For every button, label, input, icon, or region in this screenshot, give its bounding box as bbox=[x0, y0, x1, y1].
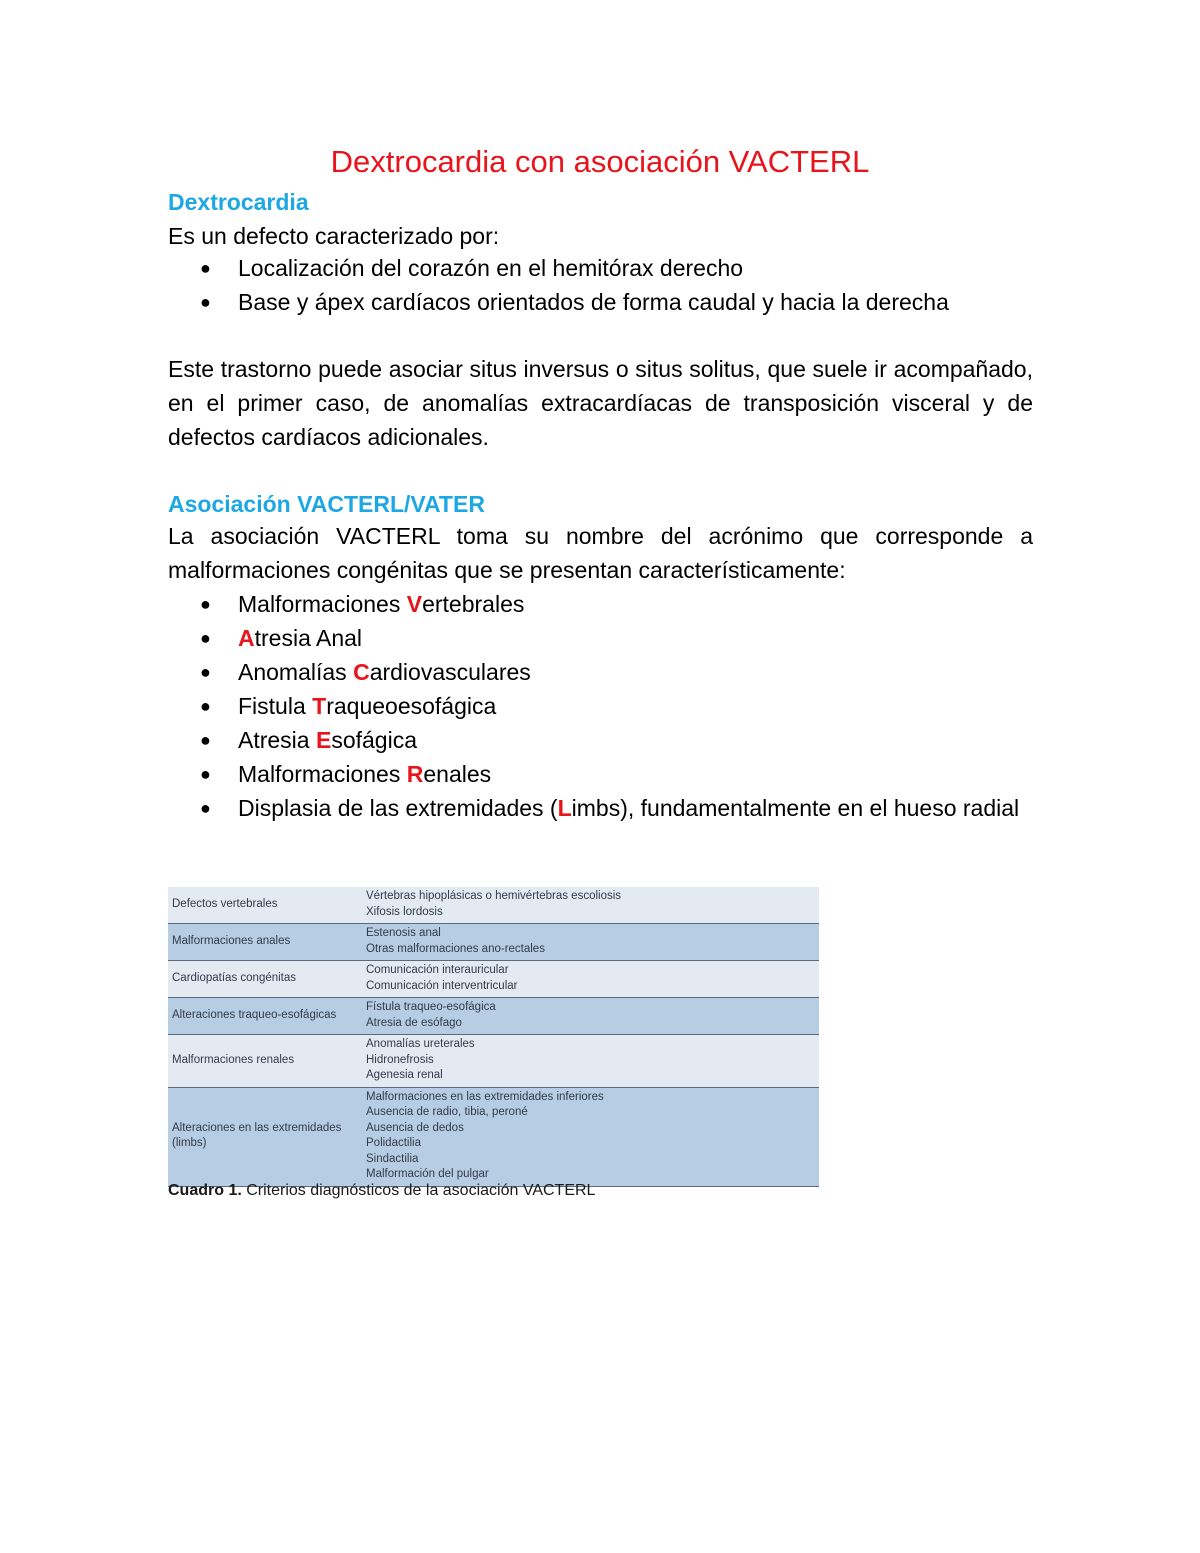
bullet-icon: ● bbox=[200, 764, 211, 784]
table-items-cell: Anomalías ureterales Hidronefrosis Agenesia renal bbox=[362, 1035, 819, 1088]
table-items-cell: Estenosis anal Otras malformaciones ano-rectales bbox=[362, 924, 819, 961]
table-category-cell: Malformaciones anales bbox=[168, 924, 362, 961]
list-item: ● Base y ápex cardíacos orientados de forma caudal y hacia la derecha bbox=[168, 285, 1033, 319]
acronym-letter: R bbox=[406, 761, 424, 787]
table-row bbox=[168, 887, 819, 924]
bullet-icon: ● bbox=[200, 292, 211, 312]
vacterl-bullet-list bbox=[168, 587, 1033, 825]
list-item: ● Malformaciones Renales bbox=[168, 757, 1033, 791]
section-heading-dextrocardia: Dextrocardia bbox=[168, 189, 309, 215]
bullet-icon: ● bbox=[200, 662, 211, 682]
table-items-cell: Vértebras hipoplásicas o hemivértebras escoliosis Xifosis lordosis bbox=[362, 887, 819, 924]
table-category-cell: Cardiopatías congénitas bbox=[168, 961, 362, 998]
table-items-cell: Fístula traqueo-esofágica Atresia de esófago bbox=[362, 998, 819, 1035]
list-item: ● Atresia Anal bbox=[168, 621, 1033, 655]
caption-label: Cuadro 1. bbox=[168, 1182, 242, 1199]
acronym-letter: L bbox=[557, 795, 572, 821]
dextrocardia-bullet-list bbox=[168, 251, 1033, 319]
table-row bbox=[168, 1087, 819, 1186]
section-heading-vacterl: Asociación VACTERL/VATER bbox=[168, 491, 485, 517]
table-category-cell: Alteraciones traqueo-esofágicas bbox=[168, 998, 362, 1035]
table-row bbox=[168, 998, 819, 1035]
list-item: ● Fistula Traqueoesofágica bbox=[168, 689, 1033, 723]
bullet-icon: ● bbox=[200, 628, 211, 648]
bullet-icon: ● bbox=[200, 798, 211, 818]
caption-text: Criterios diagnósticos de la asociación VACTERL bbox=[241, 1182, 596, 1199]
vacterl-criteria-table bbox=[168, 887, 819, 1187]
document-title: Dextrocardia con asociación VACTERL bbox=[330, 144, 870, 179]
table-row bbox=[168, 961, 819, 998]
bullet-icon: ● bbox=[200, 258, 211, 278]
acronym-letter: A bbox=[238, 625, 255, 651]
acronym-letter: T bbox=[312, 693, 327, 719]
bullet-icon: ● bbox=[200, 696, 211, 716]
bullet-icon: ● bbox=[200, 594, 211, 614]
bullet-icon: ● bbox=[200, 730, 211, 750]
table-items-cell: Comunicación interauricular Comunicación interventricular bbox=[362, 961, 819, 998]
list-item: ● Atresia Esofágica bbox=[168, 723, 1033, 757]
table-row bbox=[168, 1035, 819, 1088]
acronym-letter: E bbox=[315, 727, 332, 753]
table-items-cell: Malformaciones en las extremidades inferiores Ausencia de radio, tibia, peroné Ausencia de dedos Polidactilia Sindactilia Malformación del pulgar bbox=[362, 1087, 819, 1186]
table-caption bbox=[168, 1180, 595, 1202]
list-item: ● Localización del corazón en el hemitórax derecho bbox=[168, 251, 1033, 285]
acronym-letter: C bbox=[353, 659, 370, 685]
dextrocardia-paragraph: Este trastorno puede asociar situs inversus o situs solitus, que suele ir acompañado, en el primer caso, de anomalías extracardíacas de transposición visceral y de defectos cardíacos adicionales. bbox=[168, 356, 1033, 450]
acronym-letter: V bbox=[406, 591, 423, 617]
list-item: ● Malformaciones Vertebrales bbox=[168, 587, 1033, 621]
list-item: ● Anomalías Cardiovasculares bbox=[168, 655, 1033, 689]
table-category-cell: Defectos vertebrales bbox=[168, 887, 362, 924]
table-category-cell: Alteraciones en las extremidades (limbs) bbox=[168, 1087, 362, 1186]
list-item: ● Displasia de las extremidades (Limbs), fundamentalmente en el hueso radial bbox=[168, 791, 1033, 825]
vacterl-paragraph: La asociación VACTERL toma su nombre del acrónimo que corresponde a malformaciones congénitas que se presentan característicamente: bbox=[168, 523, 1033, 583]
dextrocardia-intro: Es un defecto caracterizado por: bbox=[168, 223, 500, 249]
table-category-cell: Malformaciones renales bbox=[168, 1035, 362, 1088]
table-row bbox=[168, 924, 819, 961]
